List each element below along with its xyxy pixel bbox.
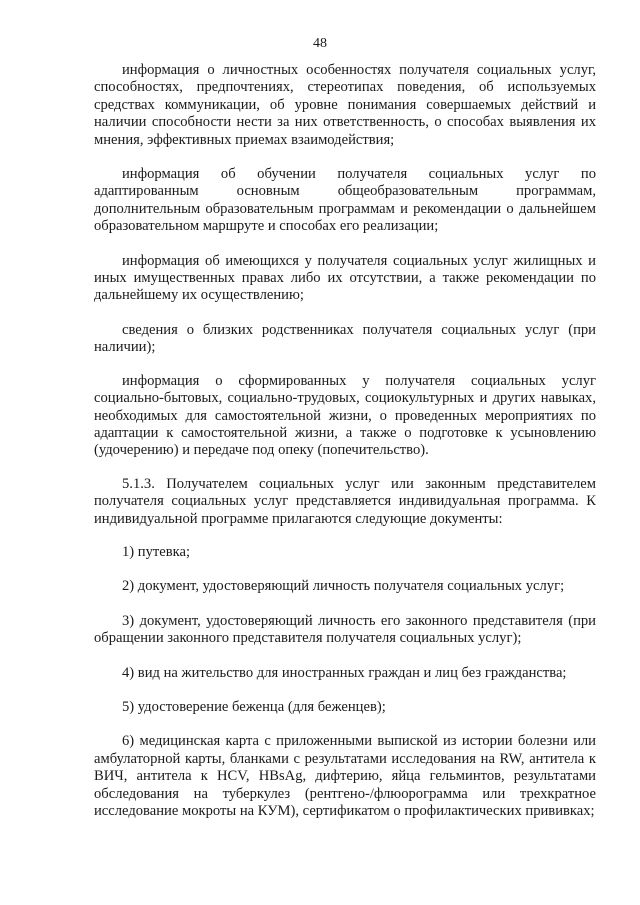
list-item-3: 3) документ, удостоверяющий личность его законного представителя (при обращении законного представителя получателя социальных услуг); [94,612,596,647]
list-item-5: 5) удостоверение беженца (для беженцев); [122,698,386,715]
paragraph-personality-info: информация о личностных особенностях получателя социальных услуг, способностях, предпочтениях, стереотипах поведения, об используемых средствах коммуникации, об уровне понимания совершаемых действий и наличии способности нести за них ответственность, о способах выявления их мнения, эффективных приемах взаимодействия; [94,62,596,148]
paragraph-section-5-1-3: 5.1.3. Получателем социальных услуг или законным представителем получателя социальных услуг представляется индивидуальная программа. К индивидуальной программе прилагаются следующие документы: [94,475,596,527]
paragraph-property-rights-info: информация об имеющихся у получателя социальных услуг жилищных и иных имущественных правах либо их отсутствии, а также рекомендации по дальнейшему их осуществлению; [94,252,596,304]
paragraph-education-info: информация об обучении получателя социальных услуг по адаптированным основным общеобразовательным программам, дополнительным образовательным программам и рекомендации о дальнейшем образовательном маршруте и способах его реализации; [94,166,596,235]
list-item-6: 6) медицинская карта с приложенными выпиской из истории болезни или амбулаторной карты, бланками с результатами исследования на RW, антитела к ВИЧ, антитела к HCV, HBsAg, дифтерию, яйца гельминтов, результатами обследования на туберкулез (рентгено-/флюорограмма или трехкратное исследование мокроты на КУМ), сертификатом о профилактических прививках; [94,733,596,819]
page-number: 48 [313,36,327,51]
paragraph-skills-info: информация о сформированных у получателя социальных услуг социально-бытовых, социально-трудовых, социокультурных и других навыках, необходимых для самостоятельной жизни, о проведенных мероприятиях по адаптации к самостоятельной жизни, а также о подготовке к усыновлению (удочерению) и передаче под опеку (попечительство). [94,372,596,459]
document-body [94,62,596,820]
paragraph-relatives-info: сведения о близких родственниках получателя социальных услуг (при наличии); [94,321,596,356]
list-item-4: 4) вид на жительство для иностранных граждан и лиц без гражданства; [122,664,567,681]
list-item-1: 1) путевка; [122,543,191,560]
list-item-2: 2) документ, удостоверяющий личность получателя социальных услуг; [122,578,565,595]
